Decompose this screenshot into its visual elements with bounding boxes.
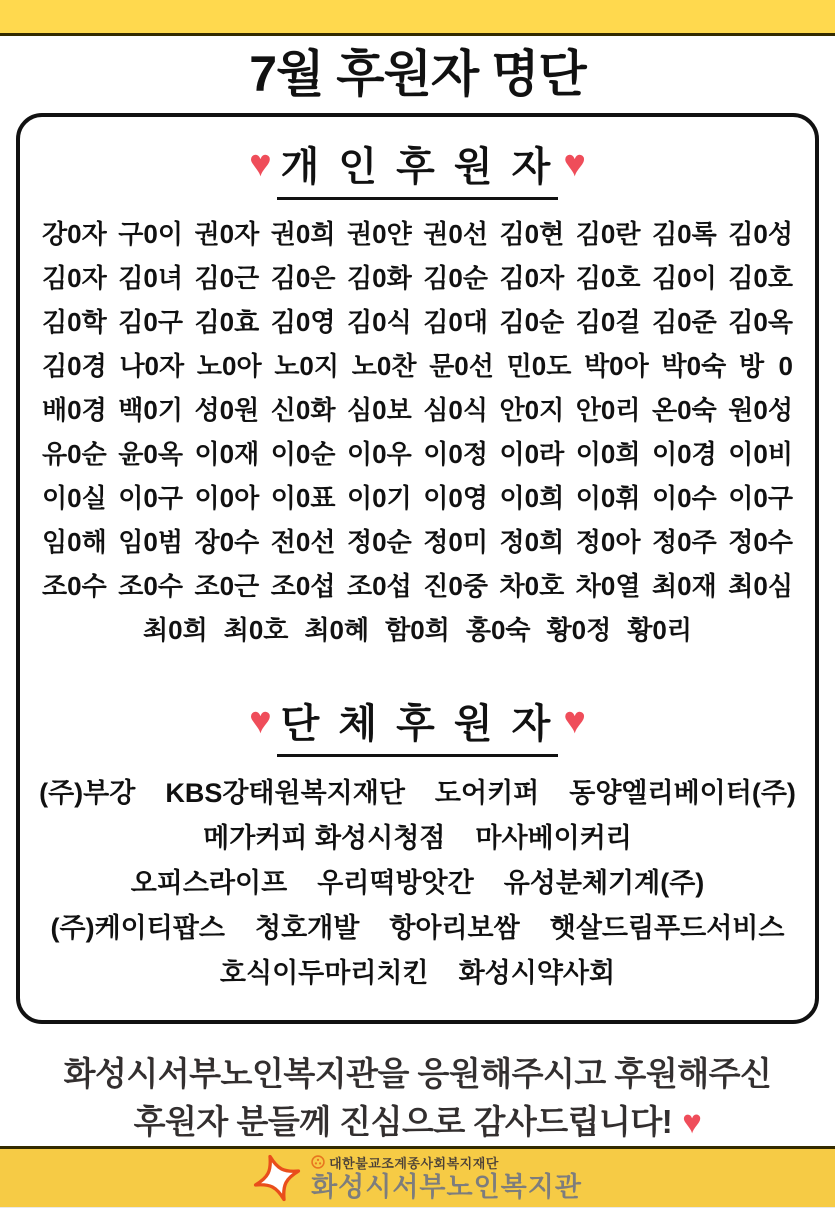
sponsor-name: 김0대 [423,307,488,337]
sponsor-name: 이0정 [423,439,488,469]
sponsor-org-name: 유성분체기계(주) [503,868,705,898]
sponsor-name: 방 0 [738,351,793,381]
individual-names-line [36,434,799,478]
jogye-emblem-icon [311,1155,325,1169]
sponsor-name: 황0리 [627,615,692,645]
sponsor-name: 이0우 [347,439,412,469]
sponsor-name: 이0경 [652,439,717,469]
thanks-text: 후원자 분들께 진심으로 감사드립니다! [133,1102,673,1140]
sponsor-name: 안0리 [575,395,641,425]
sponsor-name: 함0희 [385,615,450,645]
sponsor-name: 성0원 [194,395,260,425]
sponsor-name: 강0자 [42,219,107,249]
sponsor-name: 김0식 [347,307,412,337]
sponsor-name: 민0도 [506,351,572,381]
individual-names-line [36,522,799,566]
individual-names-line [36,566,799,610]
sponsor-name: 김0학 [42,307,107,337]
sponsor-name: 심0보 [347,395,412,425]
sponsor-card [16,113,819,1024]
sponsor-name: 정0희 [499,527,565,557]
heart-icon: ♥ [563,699,586,742]
individual-names-line [36,302,799,346]
sponsor-name: 임0범 [118,527,183,557]
sponsor-name: 최0심 [728,571,793,601]
sponsor-org-name: 화성시약사회 [458,958,616,988]
sponsor-name: 노0찬 [351,351,417,381]
sponsor-name: 김0자 [42,263,107,293]
sponsor-org-name: 호식이두마리치킨 [219,958,429,988]
org-logo [253,1153,582,1203]
sponsor-name: 이0비 [728,439,793,469]
sponsor-name: 정0수 [728,527,793,557]
sponsor-name: 김0순 [423,263,488,293]
sponsor-name: 조0근 [194,571,260,601]
sponsor-name: 정0미 [423,527,488,557]
sponsor-name: 권0얀 [347,219,412,249]
sponsor-name: 심0식 [423,395,488,425]
sponsor-name: 이0희 [499,483,565,513]
sponsor-name: 이0구 [118,483,183,513]
thanks-message [0,1050,835,1146]
sponsor-name: 김0자 [499,263,565,293]
sponsor-name: 조0수 [118,571,183,601]
group-names-line [36,951,799,996]
group-section-title: 단 체 후 원 자 [277,692,559,757]
foundation-name: 대한불교조계종사회복지재단 [329,1155,499,1171]
sponsor-name: 김0근 [194,263,260,293]
sponsor-name: 최0혜 [304,615,370,645]
star-logo-icon [247,1147,307,1207]
individual-section-heading [36,135,799,200]
sponsor-name: 이0순 [270,439,336,469]
sponsor-name: 홍0숙 [465,615,531,645]
heart-icon: ♥ [249,699,272,742]
sponsor-org-name: 메가커피 화성시청점 [203,823,446,853]
sponsor-name: 이0영 [423,483,488,513]
individual-names-line [36,478,799,522]
sponsor-name: 김0순 [499,307,565,337]
thanks-text: 화성시서부노인복지관을 응원해주시고 후원해주신 [63,1055,772,1092]
sponsor-name: 최0희 [143,615,208,645]
sponsor-name: 정0아 [575,527,641,557]
sponsor-name: 조0섭 [347,571,412,601]
sponsor-name: 이0기 [347,483,412,513]
individual-names-line [36,610,799,654]
thanks-line-1 [0,1050,835,1098]
sponsor-name: 윤0옥 [118,439,183,469]
sponsor-name: 김0란 [575,219,641,249]
sponsor-org-name: KBS강태원복지재단 [165,778,405,808]
sponsor-name: 차0열 [575,571,641,601]
sponsor-name: 구0이 [118,219,183,249]
individual-names-line [36,346,799,390]
sponsor-name: 이0휘 [575,483,641,513]
sponsor-org-name: 항아리보쌈 [389,913,520,943]
center-name: 화성시서부노인복지관 [311,1171,582,1202]
sponsor-name: 장0수 [194,527,260,557]
sponsor-org-name: 도어키퍼 [434,778,540,808]
sponsor-name: 유0순 [42,439,107,469]
sponsor-name: 이0아 [194,483,260,513]
sponsor-org-name: 햇살드림푸드서비스 [549,913,785,943]
sponsor-name: 노0아 [196,351,262,381]
sponsor-name: 김0효 [194,307,260,337]
sponsor-org-name: 동양엘리베이터(주) [569,778,796,808]
sponsor-name: 김0은 [270,263,336,293]
sponsor-name: 이0재 [194,439,260,469]
sponsor-name: 나0자 [119,351,185,381]
sponsor-name: 김0준 [652,307,717,337]
org-logo-text [311,1153,582,1203]
heart-icon: ♥ [249,142,272,185]
individual-section-title: 개 인 후 원 자 [277,135,559,200]
sponsor-name: 권0선 [423,219,488,249]
sponsor-name: 온0숙 [652,395,717,425]
thanks-line-2 [0,1098,835,1146]
sponsor-name: 김0경 [42,351,107,381]
sponsor-org-name: 청호개발 [254,913,360,943]
sponsor-name: 문0선 [429,351,494,381]
sponsor-name: 박0아 [584,351,649,381]
sponsor-name: 김0옥 [728,307,793,337]
foundation-name-row [311,1153,582,1172]
footer-band [0,1146,835,1207]
sponsor-name: 김0이 [652,263,717,293]
sponsor-name: 김0록 [652,219,717,249]
page-title: 7월 후원자 명단 [249,46,586,102]
sponsor-name: 노0지 [274,351,340,381]
individual-names-line [36,214,799,258]
sponsor-name: 김0영 [270,307,336,337]
group-names-line [36,906,799,951]
top-yellow-band [0,0,835,36]
sponsor-name: 권0자 [194,219,260,249]
group-names-line [36,771,799,816]
sponsor-org-name: 마사베이커리 [475,823,632,853]
sponsor-name: 신0화 [270,395,336,425]
group-names-line [36,861,799,906]
sponsor-name: 이0수 [652,483,717,513]
sponsor-name: 이0구 [728,483,793,513]
individual-names-line [36,258,799,302]
sponsor-name: 김0화 [347,263,412,293]
sponsor-name: 진0중 [423,571,488,601]
sponsor-org-name: 오피스라이프 [130,868,288,898]
sponsor-name: 김0구 [118,307,183,337]
sponsor-org-name: 우리떡방앗간 [317,868,474,898]
sponsor-name: 김0걸 [575,307,641,337]
sponsor-name: 김0현 [499,219,565,249]
sponsor-name: 이0실 [42,483,107,513]
heart-icon: ♥ [682,1102,702,1140]
sponsor-name: 임0해 [42,527,107,557]
sponsor-name: 박0숙 [661,351,727,381]
sponsor-name: 전0선 [270,527,336,557]
sponsor-name: 이0표 [270,483,336,513]
sponsor-name: 이0라 [499,439,565,469]
sponsor-org-name: (주)부강 [39,778,136,808]
sponsor-name: 원0성 [728,395,793,425]
sponsor-name: 김0녀 [118,263,183,293]
sponsor-name: 최0호 [223,615,289,645]
sponsor-name: 백0기 [118,395,183,425]
group-names-line [36,816,799,861]
sponsor-name: 정0순 [347,527,412,557]
sponsor-name: 차0호 [499,571,565,601]
sponsor-name: 정0주 [652,527,717,557]
group-section-heading [36,692,799,757]
sponsor-name: 조0섭 [270,571,336,601]
sponsor-org-name: (주)케이티팝스 [50,913,225,943]
sponsor-name: 이0희 [575,439,641,469]
sponsor-name: 최0재 [652,571,717,601]
sponsor-name: 김0호 [728,263,793,293]
sponsor-name: 황0정 [546,615,612,645]
individual-names-line [36,390,799,434]
sponsor-name: 배0경 [42,395,107,425]
heart-icon: ♥ [563,142,586,185]
sponsor-name: 김0호 [575,263,641,293]
sponsor-name: 김0성 [728,219,793,249]
sponsor-name: 조0수 [42,571,107,601]
sponsor-name: 안0지 [499,395,565,425]
sponsor-name: 권0희 [270,219,336,249]
